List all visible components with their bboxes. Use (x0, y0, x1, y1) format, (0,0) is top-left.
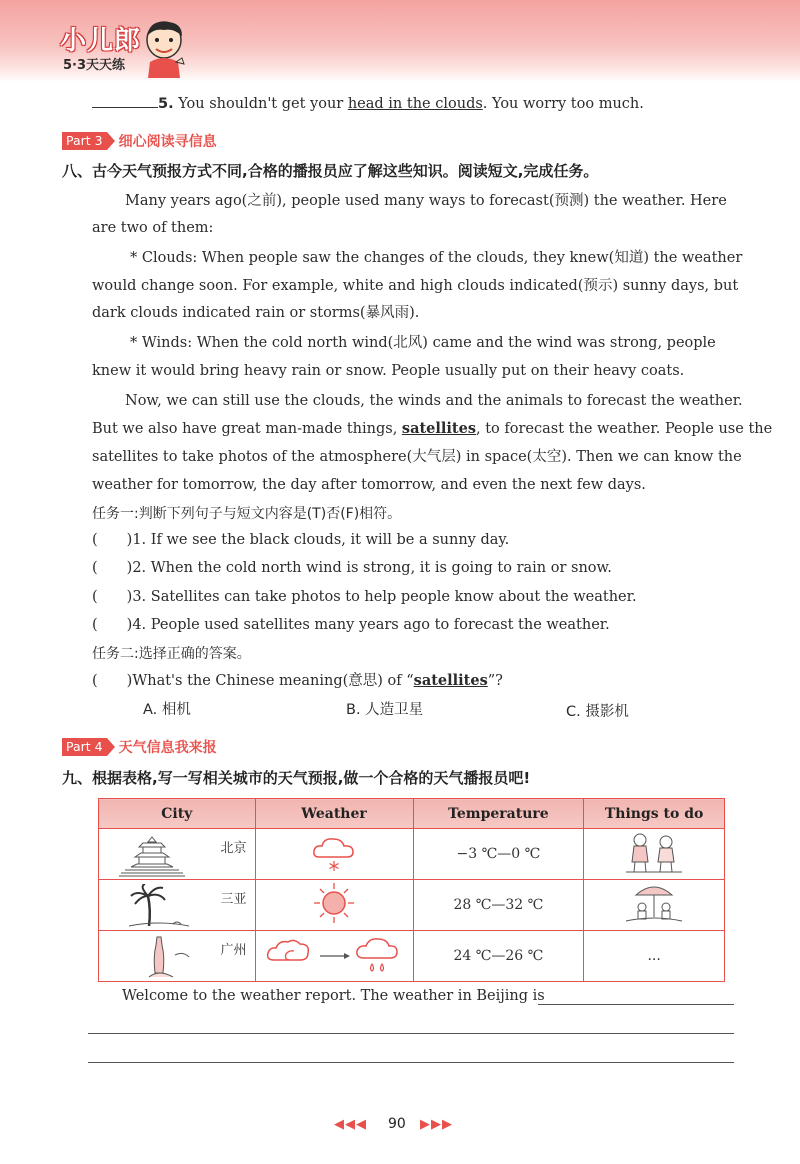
option-c[interactable]: C. 摄影机 (566, 704, 629, 720)
idiom-underlined: head in the clouds (347, 96, 483, 112)
passage-line: * Winds: When the cold north wind(北风) came and the wind was strong, people (130, 335, 716, 351)
answer-bracket[interactable]: ( ) (92, 532, 133, 548)
passage-line: dark clouds indicated rain or storms(暴风雨). (92, 305, 420, 321)
answer-bracket[interactable]: ( ) (92, 617, 133, 633)
answer-bracket[interactable]: ( ) (92, 589, 133, 605)
logo-title: 小儿郎 (60, 26, 142, 56)
city-name: 北京 (220, 841, 247, 856)
column-header: Temperature (413, 799, 584, 829)
table-row (99, 931, 725, 982)
satellites-word: satellites (401, 420, 477, 437)
table-row (99, 829, 725, 880)
passage-line: weather for tomorrow, the day after tomorrow, and even the next few days. (92, 477, 646, 493)
question-text: What's the Chinese meaning(意思) of “ (132, 673, 414, 689)
answer-line[interactable] (88, 1033, 734, 1034)
weather-cell (255, 931, 413, 982)
city-cell (99, 829, 256, 880)
passage-line: * Clouds: When people saw the changes of the clouds, they knew(知道) the weather (130, 250, 743, 266)
part-title: 细心阅读寻信息 (118, 134, 217, 150)
city-cell (99, 931, 256, 982)
statement-text: 3. Satellites can take photos to help people know about the weather. (132, 589, 637, 605)
task1-item (92, 558, 612, 578)
statement-text: 2. When the cold north wind is strong, it is going to rain or snow. (132, 560, 612, 576)
prev-item-5 (92, 94, 644, 114)
cloudy-to-rain-icon (264, 932, 404, 976)
city-cell (99, 880, 256, 931)
question-text-end: ”? (487, 673, 503, 689)
task1-item (92, 615, 610, 635)
section-9-heading: 九、根据表格,写一写相关城市的天气预报,做一个合格的天气播报员吧! (62, 769, 531, 787)
statement-text: 1. If we see the black clouds, it will be a sunny day. (132, 532, 510, 548)
option-b[interactable]: B. 人造卫星 (346, 702, 424, 718)
passage-line: satellites to take photos of the atmosphere(大气层) in space(太空). Then we can know the (92, 449, 742, 465)
answer-bracket[interactable]: ( ) (92, 560, 133, 576)
passage-line: knew it would bring heavy rain or snow. People usually put on their heavy coats. (92, 363, 685, 379)
kids-at-beach-icon (624, 881, 684, 925)
part-arrow-icon (107, 738, 115, 756)
table-row (99, 880, 725, 931)
part-tag: Part 3 (62, 132, 107, 150)
city-name: 广州 (220, 943, 247, 958)
passage-text: But we also have great man-made things, (92, 421, 402, 437)
section-8-heading: 八、古今天气预报方式不同,合格的播报员应了解这些知识。阅读短文,完成任务。 (62, 162, 599, 180)
part4-header (62, 738, 217, 756)
todo-cell (584, 880, 725, 931)
column-header: Things to do (584, 799, 725, 829)
temperature-cell: −3 ℃—0 ℃ (413, 829, 584, 880)
weather-cell (255, 829, 413, 880)
weather-cell (255, 880, 413, 931)
passage-line: Many years ago(之前), people used many ways to forecast(预测) the weather. Here (125, 193, 727, 209)
palm-tree-icon (129, 884, 199, 928)
part-arrow-icon (107, 132, 115, 150)
mascot-icon (140, 18, 188, 78)
answer-prompt: Welcome to the weather report. The weather in Beijing is (122, 988, 545, 1004)
city-name: 三亚 (220, 892, 247, 907)
task2-question (92, 671, 503, 691)
prev-arrows-icon: ◀◀◀ (334, 1117, 367, 1132)
guangzhou-tower-icon (139, 935, 209, 979)
table-header-row (99, 799, 725, 829)
task1-item (92, 530, 509, 550)
task1-label: 任务一:判断下列句子与短文内容是(T)否(F)相符。 (92, 506, 402, 522)
column-header: City (99, 799, 256, 829)
part3-header (62, 132, 217, 150)
passage-text: , to forecast the weather. People use the (476, 421, 773, 437)
logo-subtitle: 5·3天天练 (63, 58, 126, 73)
kids-playing-snow-icon (624, 830, 684, 874)
next-arrows-icon: ▶▶▶ (420, 1117, 453, 1132)
todo-cell: ... (584, 931, 725, 982)
part-tag: Part 4 (62, 738, 107, 756)
answer-line[interactable] (88, 1062, 734, 1063)
weather-table (98, 798, 725, 982)
answer-line[interactable] (538, 1004, 734, 1005)
answer-blank[interactable] (92, 107, 158, 108)
satellites-word: satellites (413, 672, 488, 689)
item-number: 5. (158, 96, 174, 112)
todo-cell (584, 829, 725, 880)
item-text: You shouldn't get your (173, 96, 348, 112)
option-a[interactable]: A. 相机 (143, 702, 191, 718)
temple-of-heaven-icon (117, 833, 187, 877)
answer-bracket[interactable]: ( ) (92, 673, 133, 689)
part-title: 天气信息我来报 (118, 740, 217, 756)
passage-line-satellites (92, 419, 772, 439)
passage-line: would change soon. For example, white and high clouds indicated(预示) sunny days, but (92, 278, 739, 294)
task2-label: 任务二:选择正确的答案。 (92, 646, 251, 662)
item-text-end: . You worry too much. (482, 96, 644, 112)
task1-item (92, 587, 637, 607)
passage-line: are two of them: (92, 220, 214, 236)
cloudy-snow-icon (309, 831, 359, 873)
temperature-cell: 28 ℃—32 ℃ (413, 880, 584, 931)
temperature-cell: 24 ℃—26 ℃ (413, 931, 584, 982)
column-header: Weather (255, 799, 413, 829)
sun-icon (311, 881, 357, 925)
page-number: 90 (388, 1116, 406, 1132)
passage-line: Now, we can still use the clouds, the winds and the animals to forecast the weather. (125, 393, 743, 409)
statement-text: 4. People used satellites many years ago to forecast the weather. (132, 617, 610, 633)
